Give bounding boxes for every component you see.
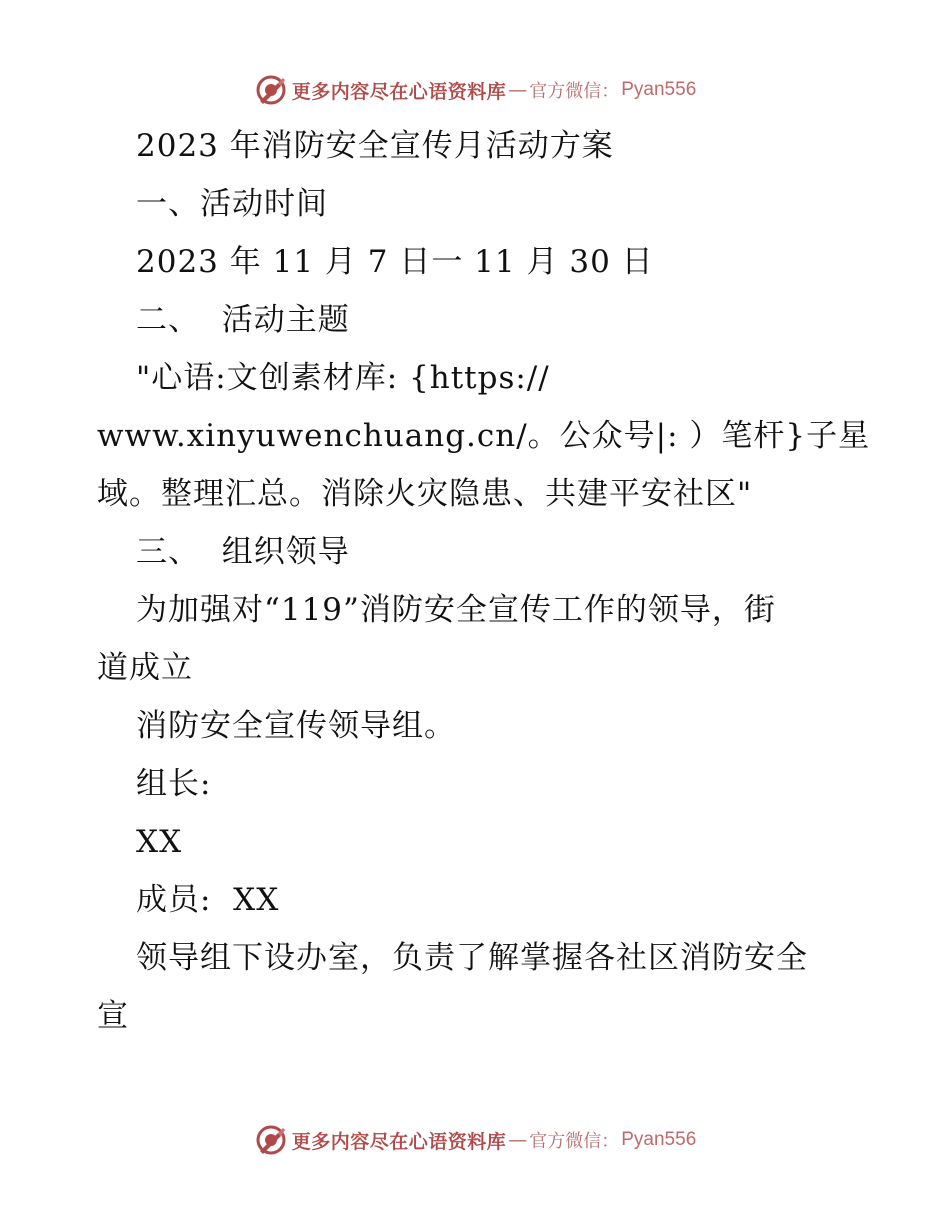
banner-separator: —	[508, 1129, 528, 1151]
document-line: 2023 年消防安全宣传月活动方案	[136, 128, 614, 164]
document-line: 道成立	[97, 650, 193, 686]
document-body	[97, 117, 871, 1045]
pen-logo-icon	[254, 1123, 288, 1157]
document-line: 为加强对“119”消防安全宣传工作的领导，街	[136, 592, 776, 628]
banner-text: 更多内容尽在心语资料库	[291, 80, 507, 103]
document-line: 领导组下设办室，负责了解掌握各社区消防安全	[136, 940, 808, 976]
document-line: 2023 年 11 月 7 日一 11 月 30 日	[136, 244, 654, 280]
document-line: XX	[136, 824, 183, 860]
header-banner	[0, 70, 950, 110]
banner-wechat-label: 官方微信：	[529, 1131, 620, 1152]
banner-wechat-id: Pyan556	[621, 79, 697, 100]
document-line: 成员: XX	[136, 882, 280, 918]
banner-separator: —	[508, 79, 528, 101]
footer-banner	[0, 1120, 950, 1160]
document-line: 消防安全宣传领导组。	[136, 708, 456, 744]
banner-wechat-id: Pyan556	[621, 1129, 697, 1150]
pen-logo-icon	[254, 73, 288, 107]
document-line: 三、 组织领导	[136, 534, 350, 570]
document-line: www.xinyuwenchuang.cn/。公众号|: ）笔杆}子星	[97, 418, 871, 454]
document-line: 一、活动时间	[136, 186, 328, 222]
document-line: 组长:	[136, 766, 212, 802]
document-line: 宣	[97, 998, 129, 1034]
document-line: "心语:文创素材库: {https://	[136, 360, 550, 396]
document-line: 域。整理汇总。消除火灾隐患、共建平安社区"	[97, 476, 753, 512]
document-line: 二、 活动主题	[136, 302, 350, 338]
banner-text: 更多内容尽在心语资料库	[291, 1130, 507, 1153]
banner-wechat-label: 官方微信：	[529, 81, 620, 102]
